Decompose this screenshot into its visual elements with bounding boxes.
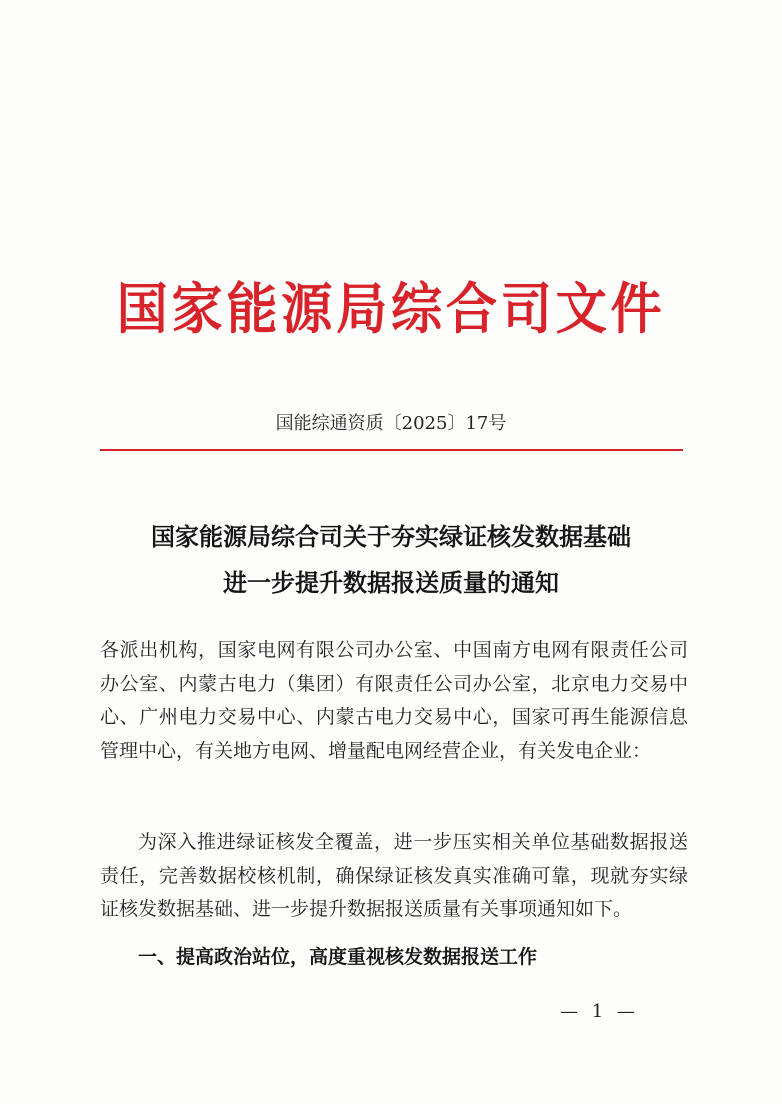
- document-number: 国能综通资质〔2025〕17号: [275, 413, 507, 434]
- red-separator-line: [100, 449, 683, 451]
- notice-title-line-2: 进一步提升数据报送质量的通知: [223, 568, 559, 597]
- page-number: — 1 —: [560, 1001, 639, 1022]
- intro-paragraph: 为深入推进绿证核发全覆盖，进一步压实相关单位基础数据报送责任，完善数据校核机制，确保绿证核发真实准确可靠，现就夯实绿证核发数据基础、进一步提升数据报送质量有关事项通知如下。: [100, 831, 688, 921]
- notice-title-line-1: 国家能源局综合司关于夯实绿证核发数据基础: [151, 522, 631, 551]
- notice-title: [0, 514, 782, 606]
- addressee-paragraph: 各派出机构，国家电网有限公司办公室、中国南方电网有限责任公司办公室、内蒙古电力（集团）有限责任公司办公室，北京电力交易中心、广州电力交易中心、内蒙古电力交易中心，国家可再生能源信息管理中心，有关地方电网、增量配电网经营企业，有关发电企业：: [100, 639, 688, 762]
- section-heading-1: 一、提高政治站位，高度重视核发数据报送工作: [138, 946, 538, 968]
- issuer-title: 国家能源局综合司文件: [116, 276, 666, 341]
